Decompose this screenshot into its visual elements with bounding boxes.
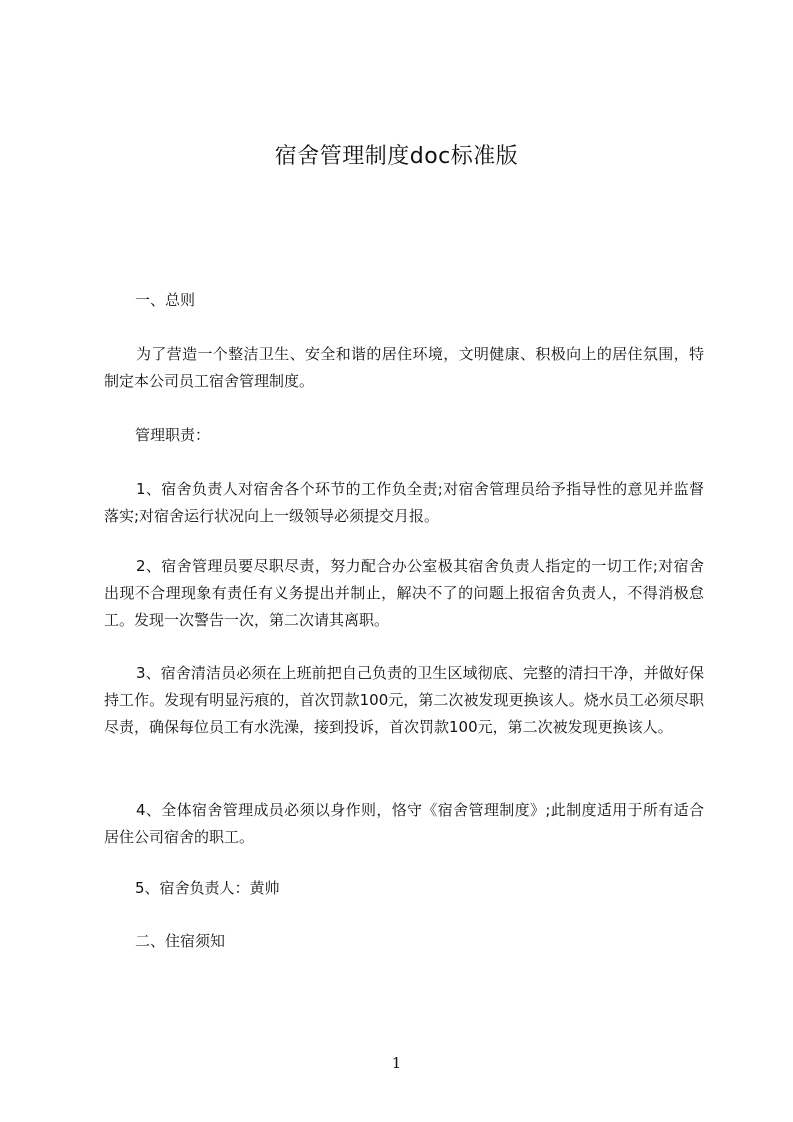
duties-heading: 管理职责： bbox=[135, 426, 211, 444]
duty-item-1: 1、宿舍负责人对宿舍各个环节的工作负全责;对宿舍管理员给予指导性的意见并监督落实;对宿舍运行状况向上一级领导必须提交月报。 bbox=[104, 480, 704, 525]
duty-item-3: 3、宿舍清洁员必须在上班前把自己负责的卫生区域彻底、完整的清扫干净，并做好保持工作。发现有明显污痕的，首次罚款100元，第二次被发现更换该人。烧水员工必须尽职尽责，确保每位员工有水洗澡，接到投诉，首次罚款100元，第二次被发现更换该人。 bbox=[104, 664, 704, 736]
duty-item-5: 5、宿舍负责人：黄帅 bbox=[135, 879, 280, 897]
intro-paragraph: 为了营造一个整洁卫生、安全和谐的居住环境，文明健康、积极向上的居住氛围，特制定本公司员工宿舍管理制度。 bbox=[104, 345, 704, 390]
document-title: 宿舍管理制度doc标准版 bbox=[274, 144, 519, 169]
page-number: 1 bbox=[391, 1054, 402, 1072]
duty-item-4: 4、全体宿舍管理成员必须以身作则，恪守《宿舍管理制度》;此制度适用于所有适合居住公司宿舍的职工。 bbox=[104, 801, 704, 846]
section-heading-general: 一、总则 bbox=[135, 291, 196, 309]
duty-item-2: 2、宿舍管理员要尽职尽责，努力配合办公室极其宿舍负责人指定的一切工作;对宿舍出现不合理现象有责任有义务提出并制止，解决不了的问题上报宿舍负责人，不得消极怠工。发现一次警告一次，第二次请其离职。 bbox=[104, 557, 704, 629]
section-heading-accommodation: 二、住宿须知 bbox=[135, 932, 226, 950]
